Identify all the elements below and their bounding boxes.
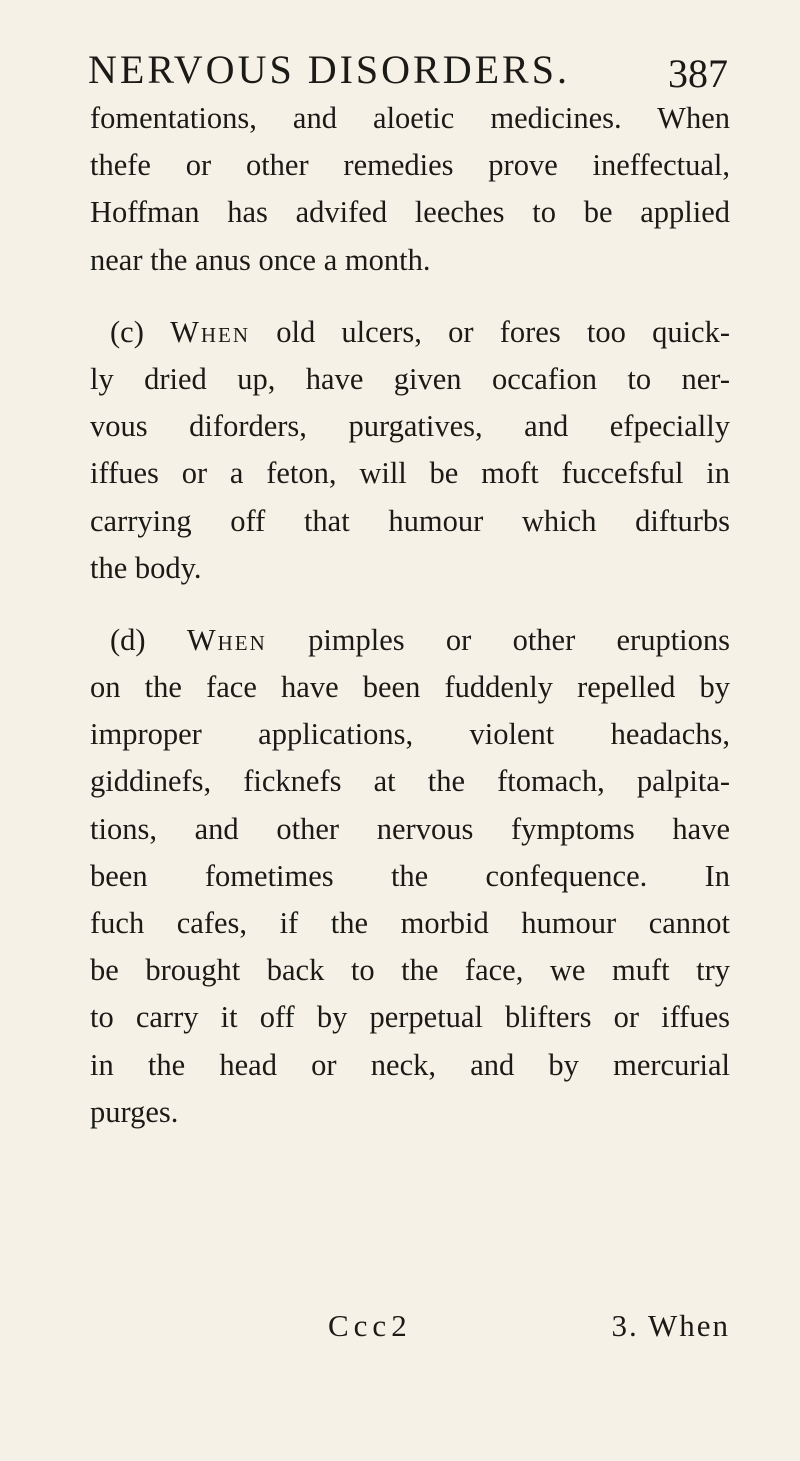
text-line: in the head or neck, and by mercurial: [90, 1047, 730, 1082]
text-line: iffues or a feton, will be moft fuccefsful in: [90, 456, 730, 491]
text-line: Hoffman has advifed leeches to be applied: [90, 195, 730, 230]
paragraph-label: (c): [110, 314, 144, 349]
paragraph-d: [90, 617, 730, 1136]
text-line: been fometimes the confequence. In: [90, 858, 730, 893]
page-number: 387: [668, 51, 728, 96]
line-text: old ulcers, or fores too quick-: [276, 314, 731, 349]
catchword: 3. When: [611, 1308, 730, 1343]
text-line: be brought back to the face, we muft try: [90, 953, 730, 988]
text-line: carrying off that humour which difturbs: [90, 503, 730, 538]
paragraph-c: [90, 309, 730, 592]
lead-word: When: [186, 622, 267, 657]
text-line: improper applications, violent headachs,: [90, 717, 730, 752]
text-line: fomentations, and aloetic medicines. When: [90, 101, 730, 135]
text-line: the body.: [90, 550, 202, 585]
text-line: [90, 617, 730, 664]
text-line: on the face have been fuddenly repelled by: [90, 670, 730, 705]
text-line: vous diforders, purgatives, and efpecially: [90, 409, 730, 444]
text-line: purges.: [90, 1094, 179, 1129]
text-line: ly dried up, have given occafion to ner-: [90, 361, 730, 396]
text-line: fuch cafes, if the morbid humour cannot: [90, 906, 730, 940]
lead-word: When: [170, 314, 251, 349]
text-line: tions, and other nervous fymptoms have: [90, 811, 730, 846]
page-footer: [90, 1300, 730, 1352]
text-line: to carry it off by perpetual blifters or iffues: [90, 1000, 730, 1035]
text-line: thefe or other remedies prove ineffectual,: [90, 148, 730, 183]
paragraph-label: (d): [110, 622, 146, 657]
line-text: pimples or other eruptions: [308, 622, 731, 657]
paragraph-1: [90, 95, 730, 284]
text-line: [90, 309, 730, 356]
page-header: [88, 40, 728, 100]
text-line: giddinefs, ficknefs at the ftomach, palpita-: [90, 764, 730, 799]
text-line: near the anus once a month.: [90, 242, 431, 277]
running-head: NERVOUS DISORDERS.: [88, 47, 570, 92]
signature-mark: Ccc2: [328, 1308, 412, 1343]
body-text: [90, 95, 730, 1136]
